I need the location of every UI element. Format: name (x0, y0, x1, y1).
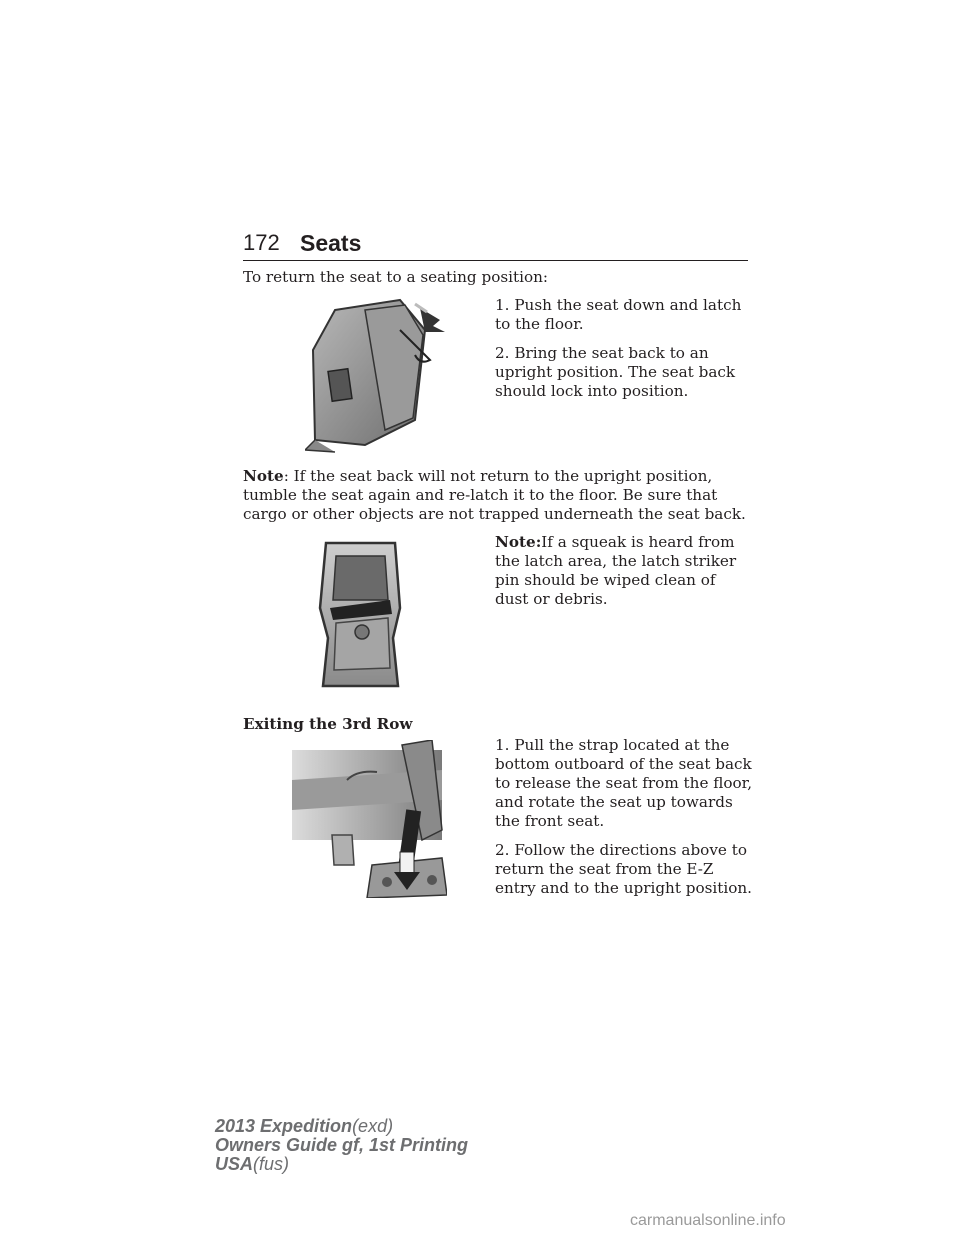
page-number: 172 (243, 230, 280, 255)
footer-model-code: (exd) (352, 1116, 394, 1136)
exiting-heading: Exiting the 3rd Row (243, 715, 413, 733)
footer-edition: Owners Guide gf, 1st Printing (215, 1135, 469, 1155)
note-paragraph-2 (495, 533, 753, 609)
return-step-2: 2. Bring the seat back to an upright position. The seat back should lock into position. (495, 344, 736, 400)
return-step-1: 1. Push the seat down and latch to the floor. (495, 296, 742, 333)
note-label: Note (243, 467, 284, 485)
section-title: Seats (300, 230, 362, 256)
footer-market-code: (fus) (253, 1154, 290, 1174)
footer-market: USA (215, 1154, 254, 1174)
exiting-step-2: 2. Follow the directions above to return the seat from the E-Z entry and to the upright position. (495, 841, 752, 897)
return-steps (495, 296, 753, 411)
header-rule (243, 260, 748, 261)
intro-text: To return the seat to a seating position: (243, 268, 548, 286)
note-label: Note: (495, 533, 542, 551)
note-paragraph-1 (243, 467, 748, 524)
exiting-steps (495, 736, 753, 908)
exiting-step-1: 1. Pull the strap located at the bottom outboard of the seat back to release the seat from the floor, and rotate the seat up towards the front seat. (495, 736, 753, 830)
note-text: If a squeak is heard from the latch area, the latch striker pin should be wiped clean of dust or debris. (495, 533, 737, 608)
footer (215, 1117, 468, 1174)
seat-strap-illustration (292, 740, 447, 898)
footer-model: 2013 Expedition (215, 1116, 353, 1136)
watermark: carmanualsonline.info (630, 1212, 786, 1229)
latch-illustration (318, 538, 403, 690)
seat-fold-illustration (305, 290, 455, 455)
note-text: : If the seat back will not return to the upright position, tumble the seat again and re-latch it to the floor. Be sure that cargo or other objects are not trapped underneath the seat back. (243, 467, 746, 523)
